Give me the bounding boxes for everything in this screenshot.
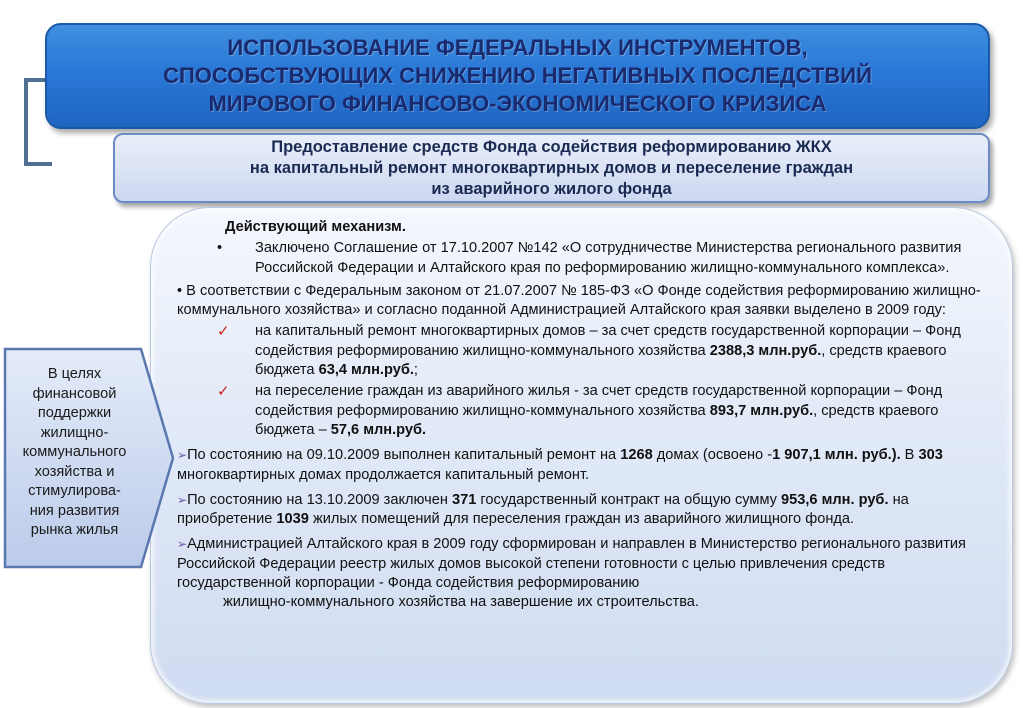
text-run: на переселение граждан из аварийного жилья - за счет средств государственной корпорации – Фонд содействия реформированию жилищно-коммунального хозяйства — [255, 383, 943, 419]
amount: 893,7 млн.руб. — [709, 402, 814, 419]
text-run: По состоянию на 09.10.2009 выполнен капитальный ремонт на — [187, 447, 621, 464]
text-run: , средств краевого бюджета – — [255, 402, 939, 438]
text-run: В — [900, 447, 919, 464]
side-line: хозяйства и — [34, 463, 115, 480]
subtitle-line-2: на капитальный ремонт многоквартирных домов и переселение граждан — [249, 158, 854, 177]
repair-status-paragraph — [177, 446, 997, 485]
registry-paragraph — [177, 535, 997, 593]
bullet-icon: • — [217, 240, 223, 257]
side-line: стимулирова- — [28, 483, 121, 499]
side-line: поддержки — [37, 405, 112, 421]
arrow-bullet-icon: ➢ — [177, 448, 188, 463]
amount: 303 — [918, 447, 943, 464]
amount: 1268 — [620, 447, 653, 464]
text-run: По состоянию на 13.10.2009 заключен — [187, 491, 453, 508]
title-line-1: ИСПОЛЬЗОВАНИЕ ФЕДЕРАЛЬНЫХ ИНСТРУМЕНТОВ, — [227, 35, 808, 60]
side-line: ния развития — [29, 502, 120, 519]
amount: 1039 — [276, 511, 309, 528]
checkmark-icon: ✓ — [217, 323, 230, 341]
amount: 371 — [452, 491, 477, 508]
amount: 1 907,1 млн. руб.). — [772, 447, 901, 464]
text-run: на приобретение — [177, 491, 909, 528]
text-run: многоквартирных домах продолжается капитальный ремонт. — [177, 466, 590, 483]
agreement-item — [217, 239, 997, 278]
side-callout-text — [7, 365, 142, 541]
amount: 2388,3 млн.руб. — [709, 342, 822, 359]
arrow-bullet-icon: ➢ — [177, 492, 188, 507]
title-line-3: МИРОВОГО ФИНАНСОВО-ЭКОНОМИЧЕСКОГО КРИЗИСА — [208, 91, 827, 116]
resettle-item — [217, 382, 997, 440]
text-run: жилых помещений для переселения граждан из аварийного жилищного фонда. — [308, 511, 855, 528]
repair-text — [237, 322, 997, 380]
law-paragraph: • В соответствии с Федеральным законом от 21.07.2007 № 185-ФЗ «О Фонде содействия реформированию жилищно-коммунального хозяйства» и согласно поданной Администрацией Алтайского края заявки выделено в 2009 году: — [177, 282, 981, 319]
side-line: коммунального — [22, 444, 127, 460]
text-run: , средств краевого бюджета — [255, 342, 947, 379]
resettle-text — [237, 382, 997, 440]
subtitle-line-3: из аварийного жилого фонда — [431, 179, 672, 198]
amount: 57,6 млн.руб. — [330, 421, 427, 438]
agreement-text: Заключено Соглашение от 17.10.2007 №142 «О сотрудничестве Министерства регионального развития Российской Федерации и Алтайского края по реформированию жилищно-коммунального комплекса». — [255, 240, 962, 276]
amount: 953,6 млн. руб. — [781, 491, 889, 508]
amount: 63,4 млн.руб. — [318, 362, 414, 379]
mechanism-heading: Действующий механизм. — [225, 219, 406, 235]
registry-paragraph-end: жилищно-коммунального хозяйства на завершение их строительства. — [223, 594, 699, 611]
arrow-bullet-icon: ➢ — [177, 537, 188, 552]
side-arrow-callout — [3, 347, 178, 569]
side-line: финансовой — [32, 385, 117, 402]
title-line-2: СПОСОБСТВУЮЩИХ СНИЖЕНИЮ НЕГАТИВНЫХ ПОСЛЕДСТВИЙ — [163, 63, 872, 88]
subtitle — [250, 137, 853, 200]
page-title — [163, 34, 872, 118]
subtitle-banner — [113, 133, 990, 203]
repair-item — [217, 322, 997, 380]
side-line: рынка жилья — [30, 522, 119, 538]
checkmark-icon: ✓ — [217, 383, 230, 401]
text-run: государственный контракт на общую сумму — [476, 491, 782, 508]
content-body — [177, 218, 997, 613]
text-run: ; — [413, 362, 418, 379]
text-run: на капитальный ремонт многоквартирных домов – за счет средств государственной корпорации – Фонд содействия реформированию жилищно-коммунального хозяйства — [255, 323, 961, 359]
text-run: домах (освоено - — [652, 447, 773, 464]
title-banner — [45, 23, 990, 129]
subtitle-line-1: Предоставление средств Фонда содействия реформированию ЖКХ — [271, 137, 832, 156]
side-line: В целях — [47, 366, 102, 382]
contract-paragraph — [177, 491, 997, 530]
text-run: Администрацией Алтайского края в 2009 году сформирован и направлен в Министерство регионального развития Российской Федерации реестр жилых домов высокой степени готовности с целью привлечения средств государственной корпорации - Фонда содействия реформированию — [177, 536, 966, 592]
side-line: жилищно- — [40, 424, 109, 441]
